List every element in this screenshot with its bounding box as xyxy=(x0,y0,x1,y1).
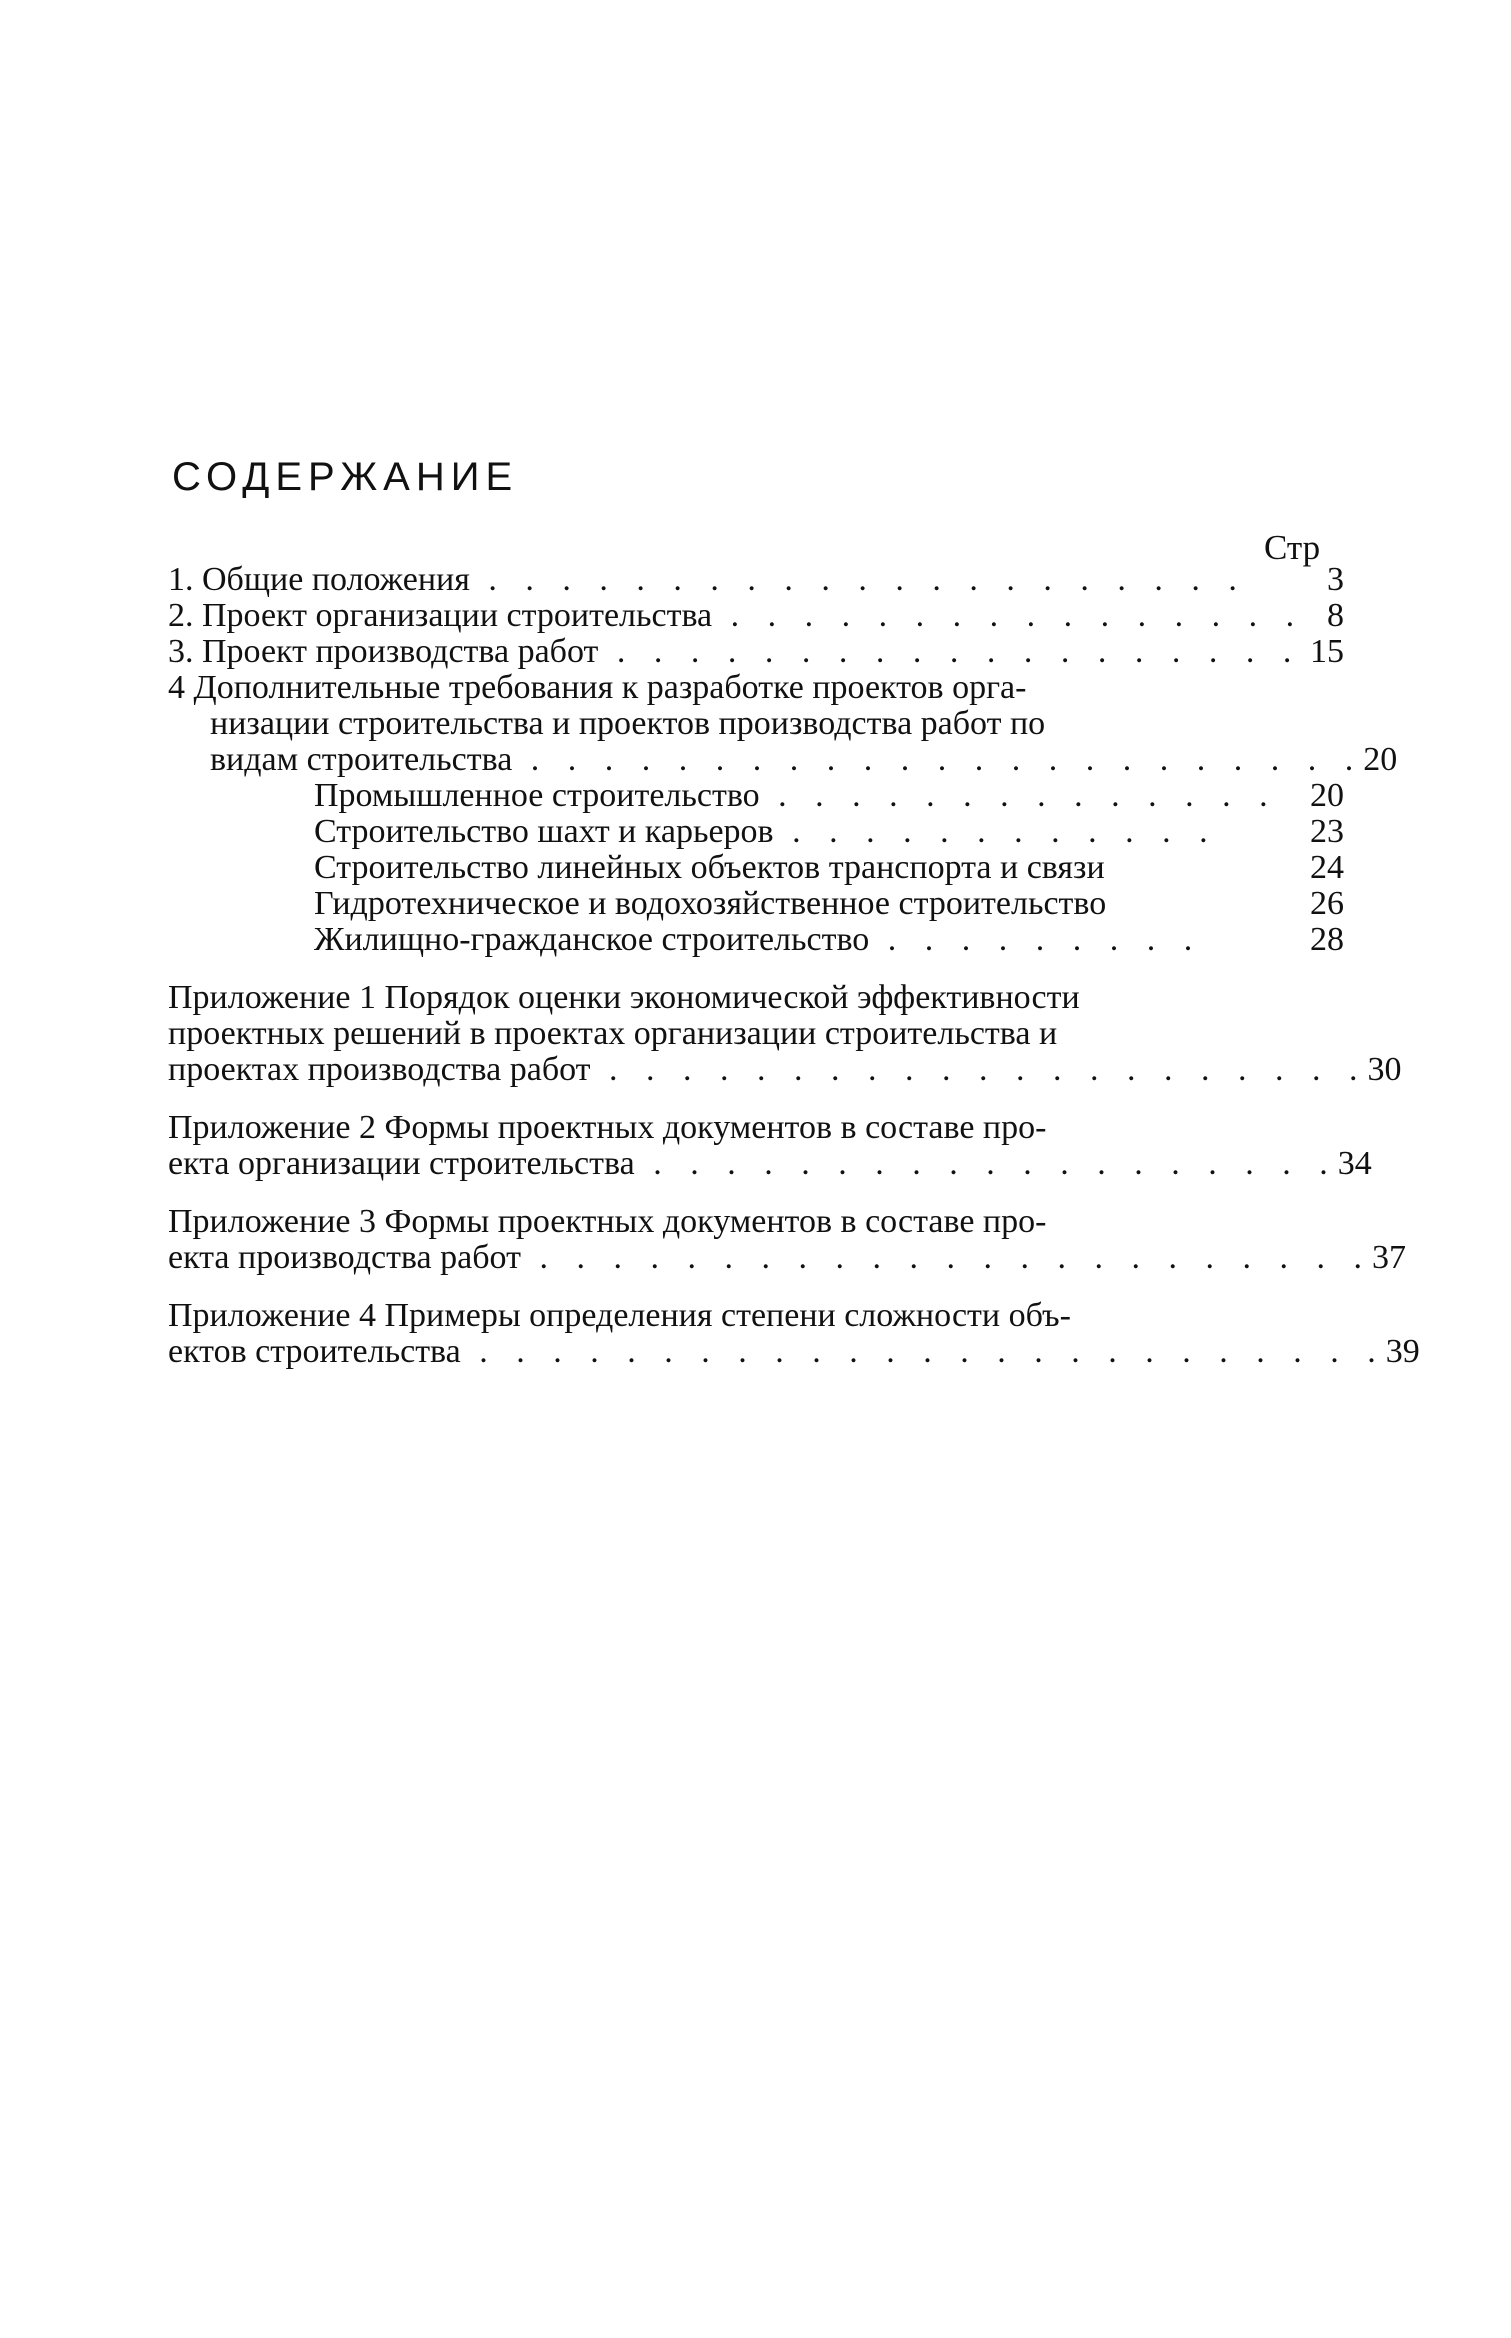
toc-subentry[interactable] xyxy=(168,886,1344,922)
toc-entry-page: 30 xyxy=(1367,1051,1402,1088)
toc-entry-1[interactable]: 1. Общие положения . . . . . . . . . . . . . . . . . . . . . 3 xyxy=(168,561,1344,598)
toc-subentry-title: Строительство шахт и карьеров xyxy=(314,813,774,850)
toc-entry-page: 15 xyxy=(1310,633,1344,670)
toc-entry-page: 24 xyxy=(1310,849,1344,886)
toc-entry-page: 26 xyxy=(1310,885,1344,922)
toc-entry-title: 2. Проект организации строительства xyxy=(168,597,713,634)
toc-entry-page: 20 xyxy=(1310,777,1344,814)
toc-entry-page: 3 xyxy=(1327,561,1344,598)
toc-subentry-title: Гидротехническое и водохозяйственное строительство xyxy=(314,885,1107,922)
toc-entry-page: 39 xyxy=(1385,1333,1420,1370)
toc-appendix-title-line: проектах производства работ xyxy=(168,1051,591,1088)
toc-appendix-2[interactable]: Приложение 2 Формы проектных документов в составе про- екта организации строительства . . . . . . . . . . . . . . . . . . . 34 xyxy=(168,1109,1372,1182)
toc-entry-page: 37 xyxy=(1371,1239,1406,1276)
toc-subentry[interactable]: Строительство шахт и карьеров . . . . . . . . . . . . 23 xyxy=(314,813,1344,850)
toc-subentry[interactable] xyxy=(168,850,1344,886)
toc-appendix-title-line: Приложение 4 Примеры определения степени сложности объ- xyxy=(168,1297,1071,1334)
toc-appendix-4[interactable]: Приложение 4 Примеры определения степени сложности объ- ектов строительства . . . . . . . . . . . . . . . . . . . . . . . . . 39 xyxy=(168,1297,1420,1370)
toc-entry-4[interactable]: 4 Дополнительные требования к разработке проектов орга- низации строительства и проектов производства работ по видам строительства . . . . . . . . . . . . . . . . . . . . . . . 20 xyxy=(168,669,1398,778)
toc-entry-3[interactable]: 3. Проект производства работ . . . . . . . . . . . . . . . . . . . 15 xyxy=(168,633,1344,670)
toc-entry-page: 23 xyxy=(1310,813,1344,850)
toc-entry-title: 1. Общие положения xyxy=(168,561,470,598)
toc-entry-page: 20 xyxy=(1363,741,1398,778)
toc-appendix-title-line: ектов строительства xyxy=(168,1333,461,1370)
toc-subentry[interactable]: Промышленное строительство . . . . . . . . . . . . . . 20 xyxy=(314,777,1344,814)
toc-subentry-title: Жилищно-гражданское строительство xyxy=(314,921,870,958)
toc-appendix-title-line: Приложение 3 Формы проектных документов в составе про- xyxy=(168,1203,1047,1240)
toc-entry-title-line: видам строительства xyxy=(210,741,513,778)
toc-subentry-title: Промышленное строительство xyxy=(314,777,760,814)
toc-appendix-title-line: екта производства работ xyxy=(168,1239,521,1276)
toc-entry-2[interactable]: 2. Проект организации строительства . . . . . . . . . . . . . . . . 8 xyxy=(168,597,1344,634)
table-of-contents xyxy=(168,561,1420,1370)
toc-subentry-title: Строительство линейных объектов транспорта и связи xyxy=(314,849,1105,886)
toc-appendix-title-line: Приложение 2 Формы проектных документов в составе про- xyxy=(168,1109,1047,1146)
toc-entry-title-line: низации строительства и проектов производства работ по xyxy=(210,705,1046,742)
toc-appendix-title-line: Приложение 1 Порядок оценки экономической эффективности xyxy=(168,979,1080,1016)
toc-entry-page: 8 xyxy=(1327,597,1344,634)
toc-entry-title-line: 4 Дополнительные требования к разработке проектов орга- xyxy=(168,669,1027,706)
toc-appendix-1[interactable]: Приложение 1 Порядок оценки экономической эффективности проектных решений в проектах организации строительства и проектах производства работ . . . . . . . . . . . . . . . . . . . . . 30 xyxy=(168,979,1402,1088)
toc-entry-page: 28 xyxy=(1310,921,1344,958)
toc-heading: СОДЕРЖАНИЕ xyxy=(172,455,519,499)
page-column-label: Стр xyxy=(1264,528,1321,567)
toc-appendix-title-line: екта организации строительства xyxy=(168,1145,635,1182)
toc-appendix-3[interactable]: Приложение 3 Формы проектных документов в составе про- екта производства работ . . . . . . . . . . . . . . . . . . . . . . . 37 xyxy=(168,1203,1406,1276)
toc-entry-title: 3. Проект производства работ xyxy=(168,633,599,670)
toc-entry-page: 34 xyxy=(1337,1145,1372,1182)
toc-appendix-title-line: проектных решений в проектах организации строительства и xyxy=(168,1015,1058,1052)
toc-subentry[interactable]: Жилищно-гражданское строительство . . . . . . . . . 28 xyxy=(314,921,1344,958)
